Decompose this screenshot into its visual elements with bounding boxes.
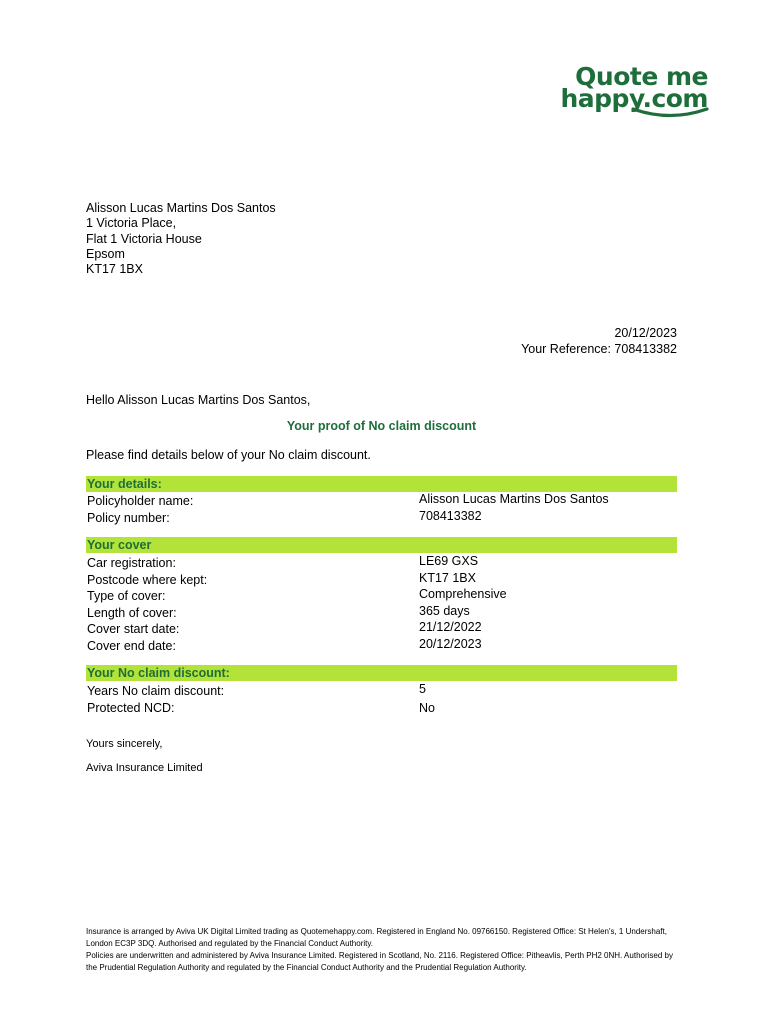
logo-line-2: happy.com [560, 84, 708, 113]
row-label: Protected NCD: [87, 701, 175, 715]
row-value: LE69 GXS [419, 554, 479, 568]
row-label: Length of cover: [87, 606, 177, 620]
address-town: Epsom [86, 246, 125, 261]
table-row [86, 588, 677, 604]
footer-paragraph-1: Insurance is arranged by Aviva UK Digital Limited trading as Quotemehappy.com. Registered in England No. 09766150. Registered Office: St Helen's, 1 Undershaft, London EC3P 3DQ. Authorised and regulated by the Financial Conduct Authority. [86, 927, 667, 948]
row-label: Type of cover: [87, 589, 166, 603]
quotemehappy-logo [548, 62, 718, 122]
letter-reference: Your Reference: 708413382 [521, 342, 677, 356]
logo-smile-icon [630, 106, 710, 120]
section-header-ncd: Your No claim discount: [86, 665, 677, 681]
row-label: Cover start date: [87, 622, 180, 636]
recipient-address [86, 201, 276, 277]
row-label: Car registration: [87, 556, 176, 570]
row-label: Policyholder name: [87, 494, 194, 508]
row-label: Postcode where kept: [87, 573, 208, 587]
letter-subject: Your proof of No claim discount [286, 419, 477, 433]
section-header-cover: Your cover [86, 537, 677, 553]
row-label: Years No claim discount: [87, 684, 225, 698]
row-value: No [419, 701, 435, 715]
intro-text: Please find details below of your No claim discount. [86, 448, 371, 462]
table-row [86, 638, 677, 654]
row-value: 21/12/2022 [419, 620, 482, 634]
row-value: 20/12/2023 [419, 637, 482, 651]
signatory: Aviva Insurance Limited [86, 762, 203, 774]
letter-date: 20/12/2023 [614, 326, 677, 340]
footer-paragraph-2: Policies are underwritten and administered by Aviva Insurance Limited. Registered in Scotland, No. 2116. Registered Office: Pitheavlis, Perth PH2 0NH. Authorised by the Prudential Regulation Authority and regulated by the Financial Conduct Authority and the Prudential Regulation Authority. [86, 951, 673, 972]
table-row [86, 605, 677, 621]
row-value: Alisson Lucas Martins Dos Santos [419, 492, 609, 506]
recipient-name: Alisson Lucas Martins Dos Santos [86, 201, 276, 215]
row-label: Cover end date: [87, 639, 176, 653]
address-line-2: Flat 1 Victoria House [86, 231, 202, 246]
date-reference-block [521, 325, 677, 357]
logo-line-1: Quote me [575, 62, 708, 91]
signoff: Yours sincerely, [86, 738, 163, 750]
row-value: 5 [419, 682, 426, 696]
row-value: 708413382 [419, 509, 482, 523]
greeting: Hello Alisson Lucas Martins Dos Santos, [86, 393, 311, 407]
table-row [86, 555, 677, 571]
legal-footer [86, 926, 686, 974]
table-row [86, 572, 677, 588]
address-line-1: 1 Victoria Place, [86, 216, 177, 231]
row-value: KT17 1BX [419, 571, 476, 585]
section-header-details: Your details: [86, 476, 677, 492]
row-label: Policy number: [87, 511, 170, 525]
address-postcode: KT17 1BX [86, 262, 143, 277]
table-row [86, 510, 677, 526]
table-row [86, 683, 677, 699]
row-value: Comprehensive [419, 587, 507, 601]
table-row [86, 621, 677, 637]
table-row [86, 700, 677, 716]
row-value: 365 days [419, 604, 470, 618]
table-row [86, 493, 677, 509]
